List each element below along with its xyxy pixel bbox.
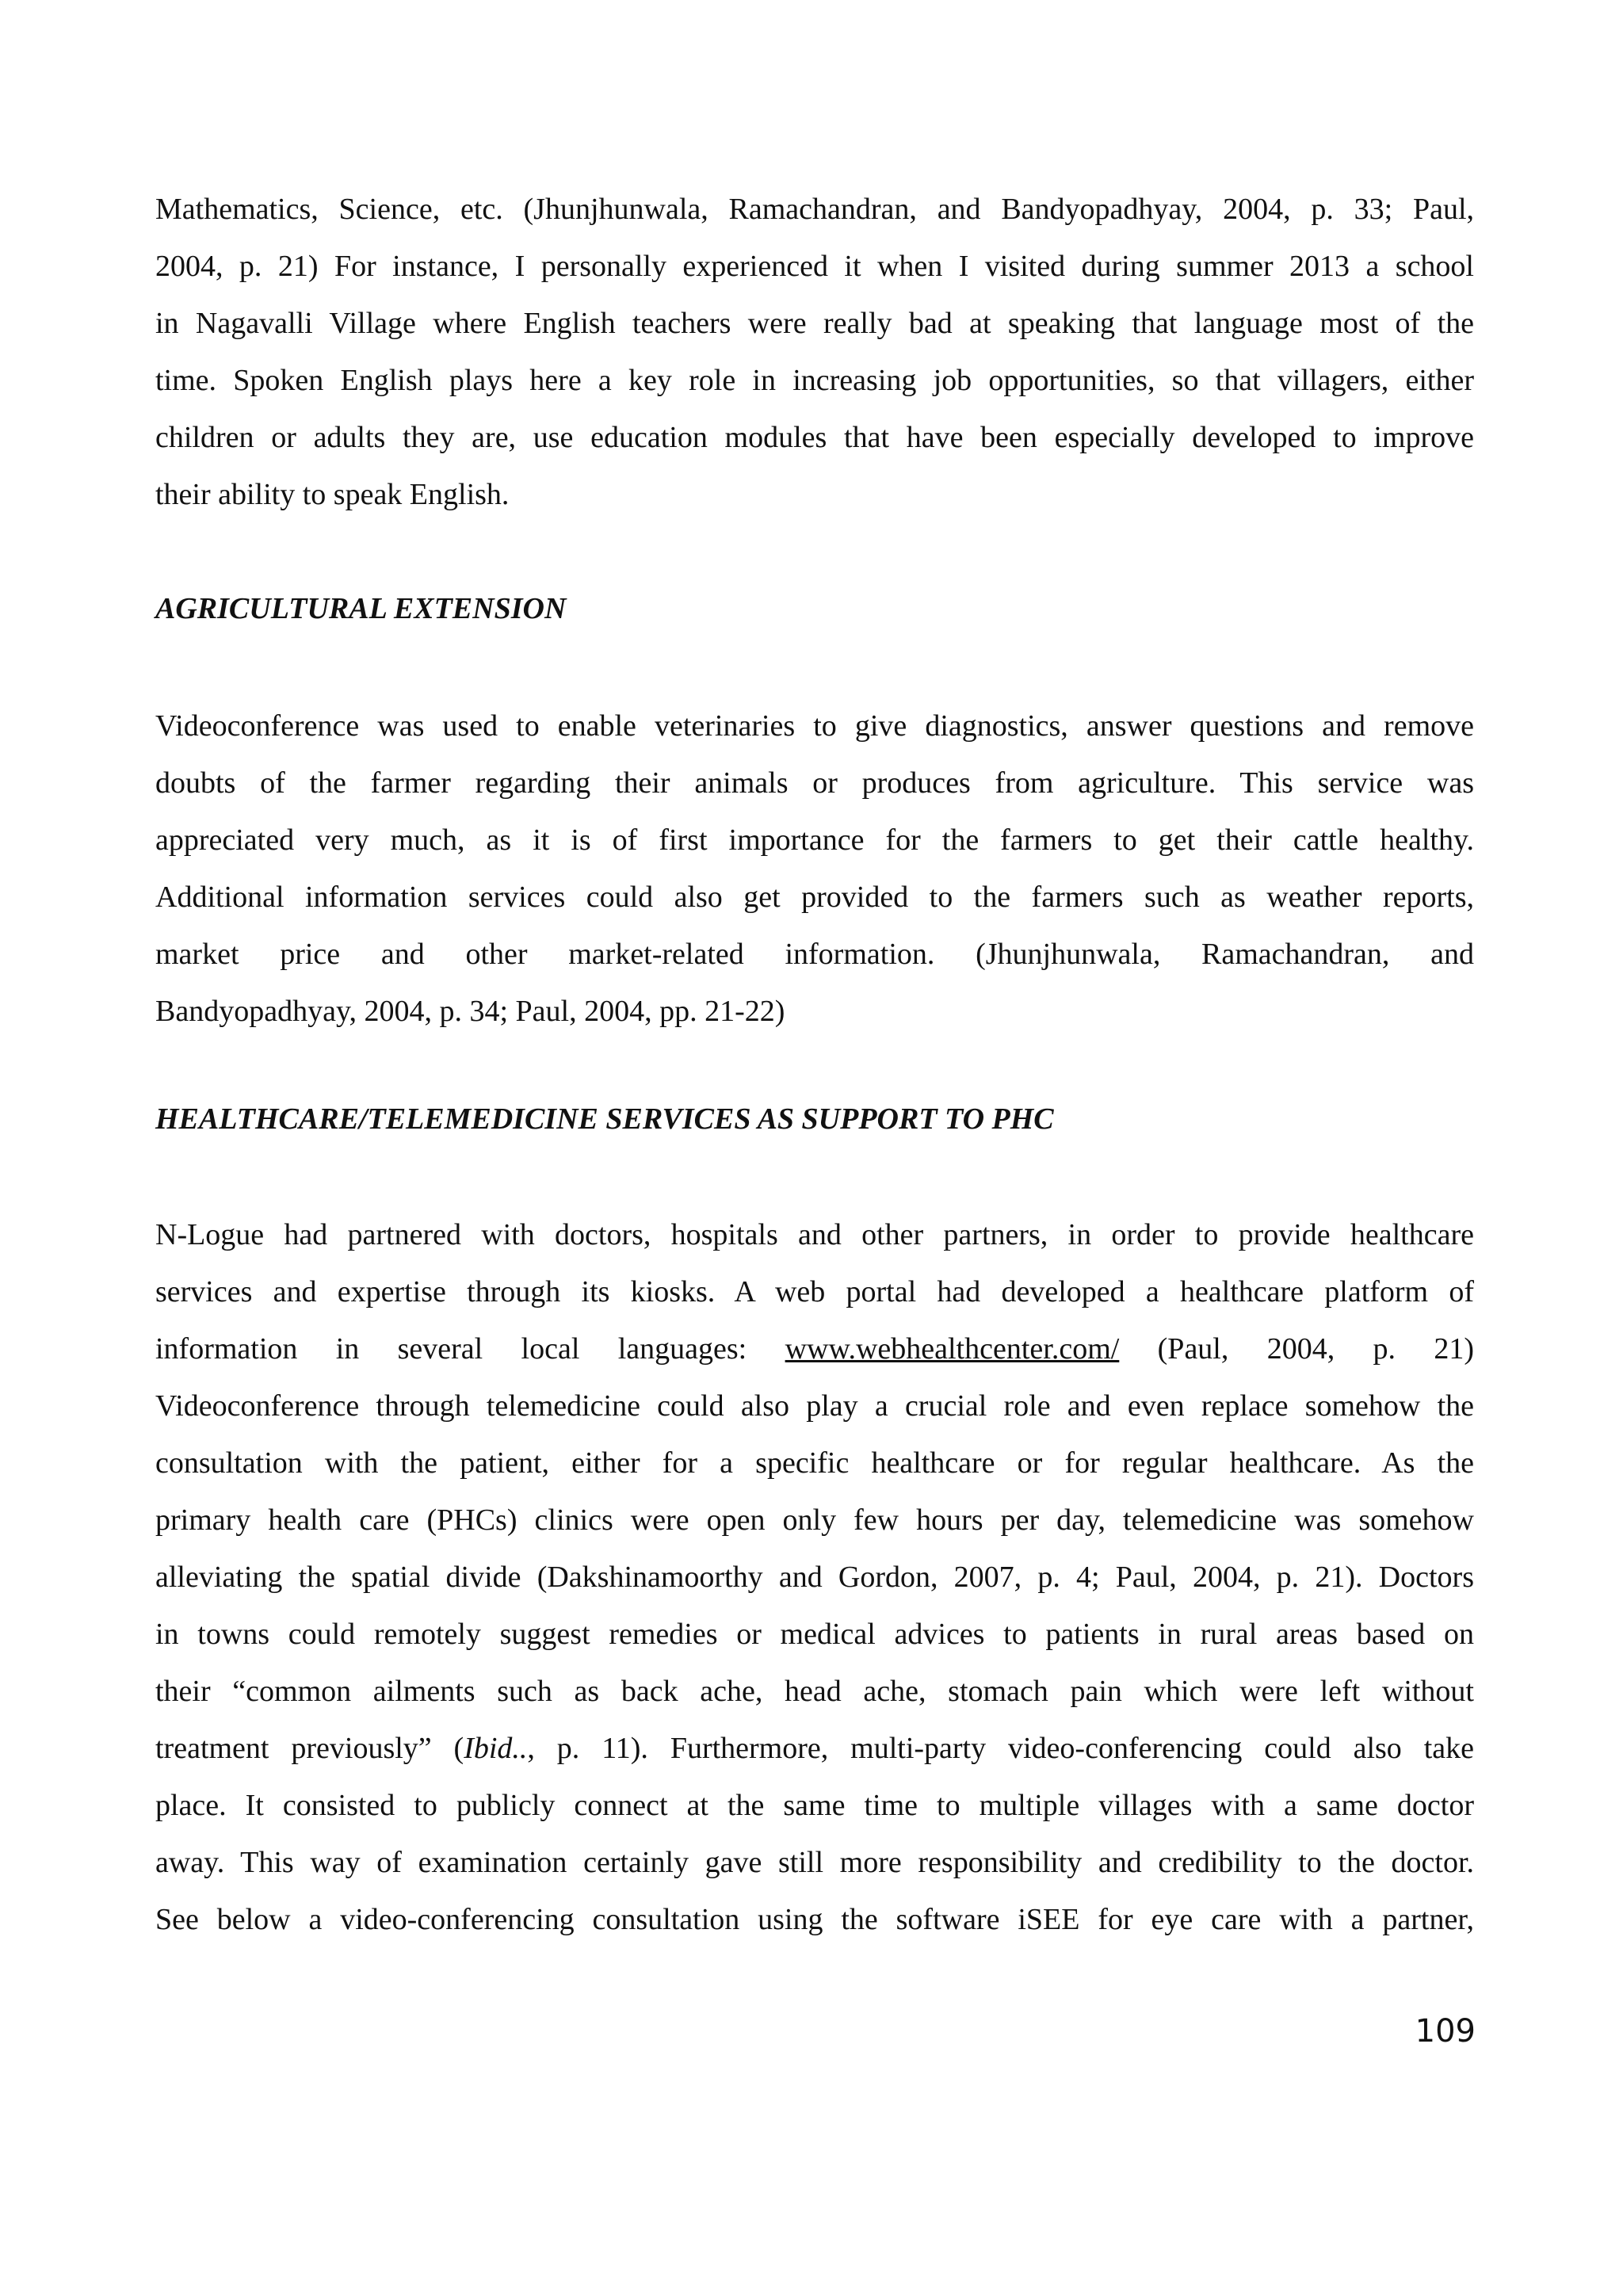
text-fragment: information in several local languages: [155,1332,747,1366]
paragraph-agricultural-extension [155,697,1474,1040]
text-line: children or adults they are, use education modules that have been especially developed to improve [155,421,1474,454]
paragraph-text [155,181,1474,523]
text-line: appreciated very much, as it is of first importance for the farmers to get their cattle healthy. [155,823,1474,857]
text-line: away. This way of examination certainly gave still more responsibility and credibility to the doctor. [155,1846,1474,1879]
text-line: doubts of the farmer regarding their animals or produces from agriculture. This service was [155,766,1474,800]
paragraph-text [155,1206,1474,1948]
text-line: Videoconference through telemedicine could also play a crucial role and even replace somehow the [155,1389,1474,1423]
paragraph-education [155,181,1474,523]
text-line: their ability to speak English. [155,478,510,511]
paragraph-healthcare [155,1206,1474,1948]
page-number: 109 [1415,2013,1476,2050]
text-line: in towns could remotely suggest remedies or medical advices to patients in rural areas based on [155,1618,1474,1651]
text-line: 2004, p. 21) For instance, I personally experienced it when I visited during summer 2013 a school [155,250,1474,283]
text-line: in Nagavalli Village where English teachers were really bad at speaking that language most of the [155,307,1474,340]
text-line: alleviating the spatial divide (Dakshinamoorthy and Gordon, 2007, p. 4; Paul, 2004, p. 21). Doctors [155,1561,1474,1594]
text-fragment: treatment previously” ( [155,1732,464,1765]
text-line: Mathematics, Science, etc. (Jhunjhunwala, Ramachandran, and Bandyopadhyay, 2004, p. 33; Paul, [155,193,1474,226]
text-fragment: (Paul, 2004, p. 21) [1157,1332,1475,1366]
text-line: services and expertise through its kiosks. A web portal had developed a healthcare platform of [155,1275,1474,1308]
text-line [155,1720,1474,1777]
text-line: Videoconference was used to enable veterinaries to give diagnostics, answer questions and remove [155,709,1474,743]
webhealthcenter-link[interactable]: www.webhealthcenter.com/ [785,1332,1120,1366]
text-line: Additional information services could also get provided to the farmers such as weather reports, [155,881,1474,914]
section-heading-agricultural-extension: AGRICULTURAL EXTENSION [155,592,567,625]
text-line: time. Spoken English plays here a key role in increasing job opportunities, so that villagers, either [155,364,1474,397]
text-line: See below a video-conferencing consultation using the software iSEE for eye care with a partner, [155,1903,1474,1936]
ibid-italic: Ibid.. [464,1732,528,1765]
text-line: N-Logue had partnered with doctors, hospitals and other partners, in order to provide healthcare [155,1218,1474,1251]
text-line: consultation with the patient, either for a specific healthcare or for regular healthcare. As the [155,1446,1474,1480]
text-line: primary health care (PHCs) clinics were open only few hours per day, telemedicine was somehow [155,1503,1474,1537]
paragraph-text [155,697,1474,1040]
text-line: place. It consisted to publicly connect at the same time to multiple villages with a same doctor [155,1789,1474,1822]
text-line: Bandyopadhyay, 2004, p. 34; Paul, 2004, pp. 21-22) [155,995,785,1028]
text-fragment: , p. 11). Furthermore, multi-party video-conferencing could also take [527,1732,1474,1765]
section-heading-healthcare-telemedicine: HEALTHCARE/TELEMEDICINE SERVICES AS SUPPORT TO PHC [155,1102,1054,1136]
text-line: market price and other market-related information. (Jhunjhunwala, Ramachandran, and [155,938,1474,971]
text-line [155,1320,1474,1377]
text-line: their “common ailments such as back ache, head ache, stomach pain which were left without [155,1675,1474,1708]
